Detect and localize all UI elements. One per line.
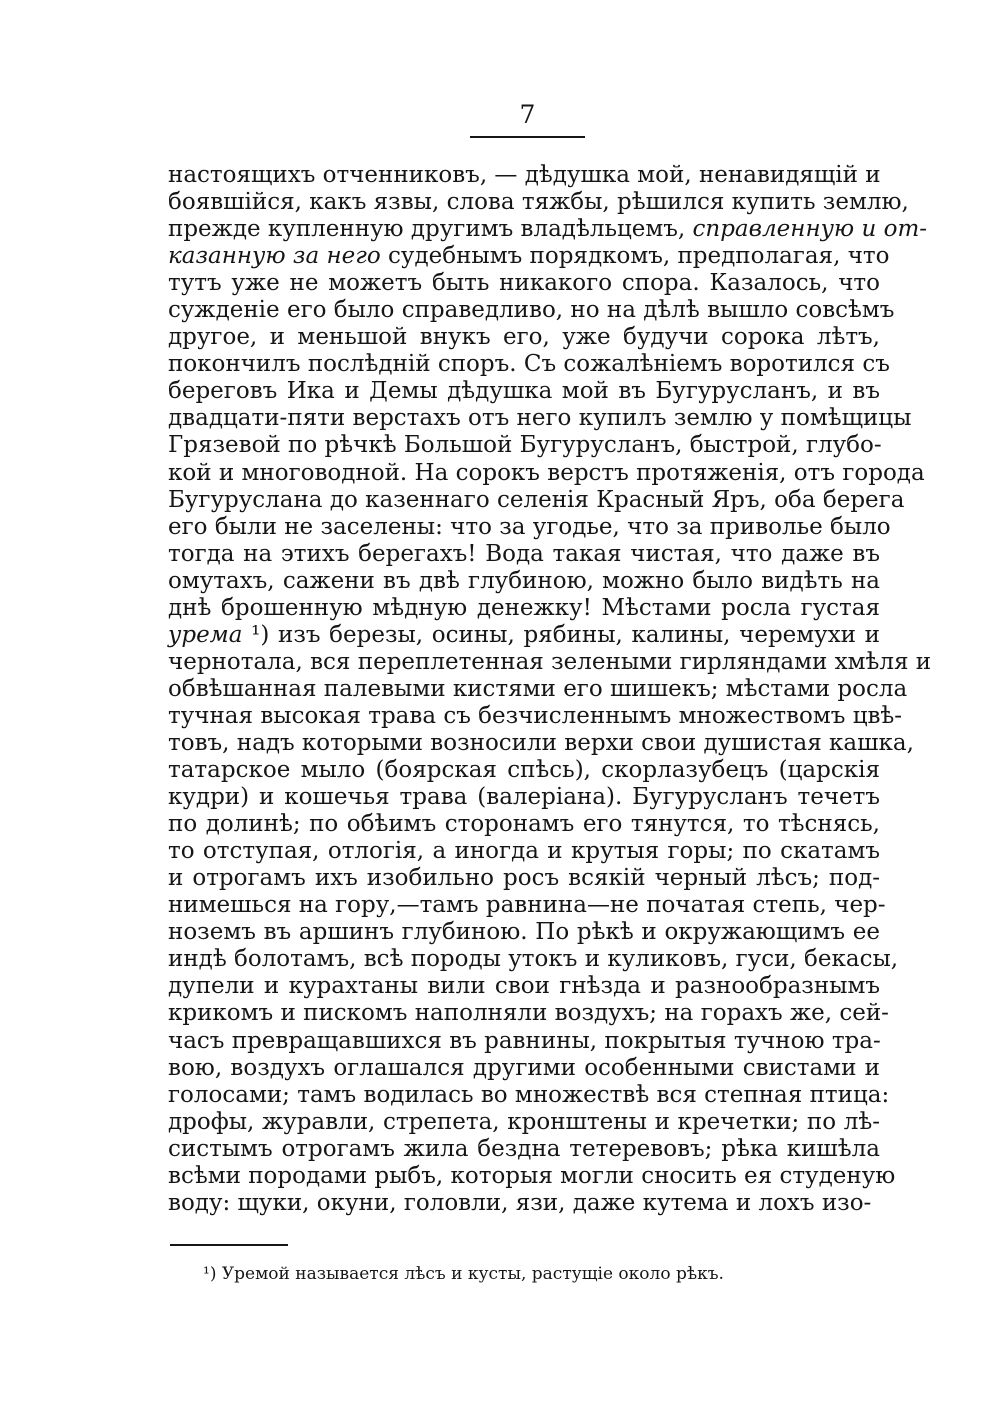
text-run: сужденіе его было справедливо, но на дѣлѣ вышло совсѣмъ xyxy=(168,297,895,324)
text-line xyxy=(168,946,899,973)
text-line xyxy=(168,865,880,892)
text-line xyxy=(168,486,905,514)
text-run: береговъ Ика и Демы дѣдушка мой въ Бугурусланъ, и въ xyxy=(168,378,880,405)
italic-text: урема xyxy=(168,621,243,648)
header-rule xyxy=(470,136,585,138)
text-line xyxy=(168,459,925,487)
text-run: то отступая, отлогія, а иногда и крутыя горы; по скатамъ xyxy=(168,838,880,865)
text-run: кой и многоводной. На сорокъ верстъ протяженія, отъ города xyxy=(168,459,925,486)
text-line xyxy=(168,1028,880,1055)
text-line xyxy=(168,568,880,595)
text-line xyxy=(168,729,914,757)
text-line xyxy=(168,1081,890,1109)
text-run: нимешься на гору,—тамъ равнина—не початая степь, чер- xyxy=(168,892,886,919)
text-run: Грязевой по рѣчкѣ Большой Бугурусланъ, быстрой, глубо- xyxy=(168,432,882,459)
text-run: часъ превращавшихся въ равнины, покрытыя тучною тра- xyxy=(168,1027,881,1054)
text-run: ¹) изъ березы, осины, рябины, калины, черемухи и xyxy=(242,621,880,648)
text-line xyxy=(168,189,909,216)
page-number: 7 xyxy=(519,100,536,129)
text-run: татарское мыло (боярская спѣсь), скорлазубецъ (царскія xyxy=(168,757,880,784)
text-run: днѣ брошенную мѣдную денежку! Мѣстами росла густая xyxy=(168,594,880,621)
text-run: индѣ болотамъ, всѣ породы утокъ и куликовъ, гуси, бекасы, xyxy=(168,946,899,973)
text-run: чернотала, вся переплетенная зелеными гирляндами хмѣля и xyxy=(168,648,932,675)
text-line xyxy=(168,351,890,378)
footnote-rule xyxy=(170,1244,288,1246)
text-line xyxy=(168,595,880,622)
text-line xyxy=(168,1136,880,1163)
text-line xyxy=(168,1190,880,1217)
text-run: тутъ уже не можетъ быть никакого спора. Казалось, что xyxy=(168,270,880,297)
text-run: голосами; тамъ водилась во множествѣ вся степная птица: xyxy=(168,1081,890,1108)
text-run: крикомъ и пискомъ наполняли воздухъ; на горахъ же, сей- xyxy=(168,1000,889,1027)
text-line xyxy=(168,892,886,919)
text-line xyxy=(168,784,880,811)
text-run: Бугуруслана до казеннаго селенія Красный Яръ, оба берега xyxy=(168,486,905,513)
text-line xyxy=(168,270,880,297)
text-run: кудри) и кошечья трава (валеріана). Бугурусланъ течетъ xyxy=(168,784,880,811)
text-line xyxy=(168,541,880,568)
text-run: его были не заселены: что за угодье, что за приволье было xyxy=(168,513,891,540)
text-line xyxy=(168,324,880,351)
text-run: по долинѣ; по обѣимъ сторонамъ его тянутся, то тѣснясь, xyxy=(168,811,880,838)
text-line xyxy=(168,648,932,676)
text-line xyxy=(168,1109,880,1136)
text-line xyxy=(168,405,912,432)
text-run: и отрогамъ ихъ изобильно росъ всякій черный лѣсъ; под- xyxy=(168,865,880,892)
text-line xyxy=(168,702,903,730)
text-run: тогда на этихъ берегахъ! Вода такая чистая, что даже въ xyxy=(168,540,880,567)
text-line xyxy=(168,919,880,946)
text-run: обвѣшанная палевыми кистями его шишекъ; мѣстами росла xyxy=(168,675,908,702)
text-line xyxy=(168,1000,889,1027)
text-run: двадцати-пяти верстахъ отъ него купилъ землю у помѣщицы xyxy=(168,405,912,432)
text-run: боявшійся, какъ язвы, слова тяжбы, рѣшился купить землю, xyxy=(168,189,909,216)
text-line xyxy=(168,811,880,838)
text-run: судебнымъ порядкомъ, предполагая, что xyxy=(380,243,890,270)
body-text xyxy=(168,162,932,1217)
text-run: товъ, надъ которыми возносили верхи свои душистая кашка, xyxy=(168,729,914,756)
text-line xyxy=(168,838,880,865)
text-run: настоящихъ отченниковъ, — дѣдушка мой, ненавидящій и xyxy=(168,162,881,188)
text-run: другое, и меньшой внукъ его, уже будучи сорока лѣтъ, xyxy=(168,324,880,351)
text-run: омутахъ, сажени въ двѣ глубиною, можно было видѣть на xyxy=(168,567,880,594)
text-line xyxy=(168,297,895,324)
text-run: систымъ отрогамъ жила бездна тетеревовъ; рѣка кишѣла xyxy=(168,1135,880,1162)
text-run: всѣми породами рыбъ, которыя могли сносить ея студеную xyxy=(168,1162,896,1189)
text-line xyxy=(168,216,928,243)
text-run: тучная высокая трава съ безчисленнымъ множествомъ цвѣ- xyxy=(168,702,903,729)
text-line xyxy=(168,243,890,270)
text-run: вою, воздухъ оглашался другими особенными свистами и xyxy=(168,1054,880,1081)
text-run: ноземъ въ аршинъ глубиною. По рѣкѣ и окружающимъ ее xyxy=(168,919,880,946)
italic-text: справленную и от- xyxy=(692,216,928,243)
text-run: дрофы, журавли, стрепета, кронштены и кречетки; по лѣ- xyxy=(168,1108,880,1135)
text-line xyxy=(168,622,880,649)
footnote: ¹) Уремой называется лѣсъ и кусты, растущіе около рѣкъ. xyxy=(203,1264,724,1284)
text-line xyxy=(168,432,880,459)
text-line xyxy=(168,378,880,405)
italic-text: казанную за него xyxy=(168,243,381,270)
text-run: воду: щуки, окуни, головли, язи, даже кутема и лохъ изо- xyxy=(168,1189,872,1216)
text-line xyxy=(168,513,891,541)
text-line xyxy=(168,1162,896,1190)
text-run: прежде купленную другимъ владѣльцемъ, xyxy=(168,216,693,243)
text-run: дупели и курахтаны вили свои гнѣзда и разнообразнымъ xyxy=(168,973,880,1000)
text-line xyxy=(168,675,908,703)
text-run: покончилъ послѣдній споръ. Съ сожалѣніемъ воротился съ xyxy=(168,351,890,378)
text-line xyxy=(168,757,880,784)
text-line xyxy=(168,973,880,1000)
text-line xyxy=(168,162,880,189)
text-line xyxy=(168,1055,880,1082)
